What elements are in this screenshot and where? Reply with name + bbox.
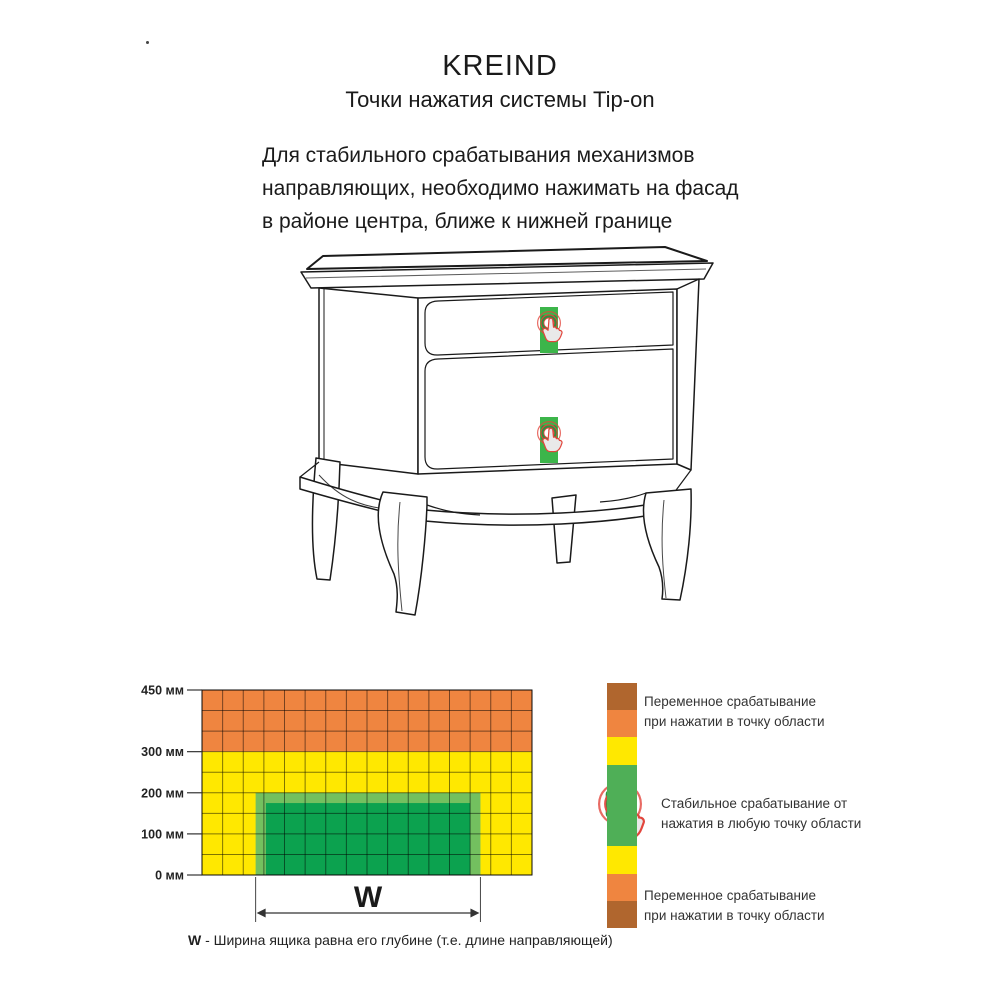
nightstand-drawing xyxy=(300,247,713,615)
legend-item-line: Переменное срабатывание xyxy=(644,694,817,709)
y-tick-label: 450 мм xyxy=(141,683,184,698)
legend-item-line: при нажатии в точку области xyxy=(644,908,825,923)
legend-item-stable xyxy=(661,794,861,834)
leg-bracket-front-right xyxy=(600,493,646,502)
leg-front-right xyxy=(644,489,692,600)
right-side-sliver xyxy=(677,279,699,470)
legend-item-line: Стабильное срабатывание от xyxy=(661,796,848,811)
intro-paragraph xyxy=(262,139,739,238)
leg-front-left xyxy=(378,492,427,615)
legend-item-line: Переменное срабатывание xyxy=(644,888,817,903)
legend-bar-segment xyxy=(607,710,637,737)
zone-stable-core xyxy=(266,803,470,875)
leg-back-left xyxy=(312,458,340,580)
legend-bar-segment xyxy=(607,765,637,792)
legend-item-line: при нажатии в точку области xyxy=(644,714,825,729)
legend-bar-segment xyxy=(607,792,637,819)
legend-bar-segment xyxy=(607,901,637,928)
legend-bar-segment xyxy=(607,683,637,710)
press-zone-chart xyxy=(141,684,532,923)
speck-artifact xyxy=(146,41,149,44)
page-subtitle: Точки нажатия системы Tip-on xyxy=(345,87,655,112)
y-tick-label: 200 мм xyxy=(141,786,184,801)
w-label: W xyxy=(353,881,383,914)
legend-item-line: нажатия в любую точку области xyxy=(661,816,862,831)
intro-line: направляющих, необходимо нажимать на фасад xyxy=(262,177,739,200)
left-side-panel xyxy=(319,288,418,474)
w-arrowhead-left xyxy=(257,909,266,918)
y-tick-label: 300 мм xyxy=(141,745,184,760)
legend-bar-segment xyxy=(607,874,637,901)
y-tick-label: 0 мм xyxy=(155,868,184,883)
intro-line: в районе центра, ближе к нижней границе xyxy=(262,210,673,233)
leg-back-right xyxy=(552,495,576,563)
legend-item-variable-bottom xyxy=(644,886,825,926)
intro-line: Для стабильного срабатывания механизмов xyxy=(262,144,695,167)
brand-title: KREIND xyxy=(442,50,558,82)
w-arrowhead-right xyxy=(470,909,479,918)
legend-item-variable-top xyxy=(644,692,825,732)
caption-text: - Ширина ящика равна его глубине (т.е. длине направляющей) xyxy=(201,932,613,948)
y-tick-label: 100 мм xyxy=(141,827,184,842)
legend-bar-segment xyxy=(607,846,637,873)
legend-color-bar xyxy=(607,683,637,928)
legend-bar-segment xyxy=(607,737,637,764)
caption-term: W xyxy=(188,932,202,948)
legend-bar-segment xyxy=(607,819,637,846)
chart-caption xyxy=(188,932,613,948)
